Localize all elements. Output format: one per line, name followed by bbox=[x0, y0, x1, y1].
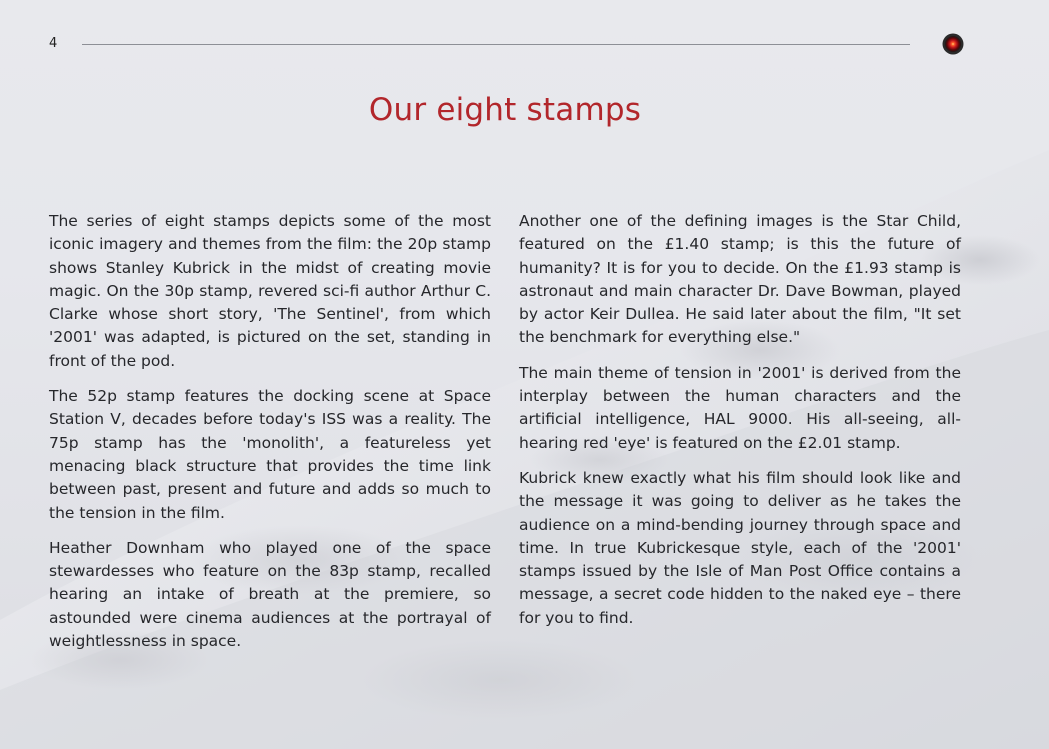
paragraph: Another one of the defining images is the Star Child, featured on the £1.40 stamp; is this the future of humanity? It is for you to decide. On the £1.93 stamp is astronaut and main character Dr. Dave Bowman, played by actor Keir Dullea. He said later about the film, "It set the benchmark for everything else." bbox=[519, 212, 961, 347]
left-column bbox=[49, 210, 491, 665]
right-column bbox=[519, 210, 961, 642]
hal-eye-icon bbox=[942, 33, 964, 55]
paragraph: The 52p stamp features the docking scene at Space Station V, decades before today's ISS was a reality. The 75p stamp has the 'monolith', a featureless yet menacing black structure that provides the time link between past, present and future and adds so much to the tension in the film. bbox=[49, 387, 491, 522]
page-title: Our eight stamps bbox=[368, 92, 642, 128]
paragraph: The main theme of tension in '2001' is derived from the interplay between the human characters and the artificial intelligence, HAL 9000. His all-seeing, all-hearing red 'eye' is featured on the £2.01 stamp. bbox=[519, 363, 961, 452]
header-rule bbox=[82, 44, 910, 45]
page-number: 4 bbox=[49, 36, 58, 51]
paragraph: Heather Downham who played one of the space stewardesses who feature on the 83p stamp, recalled hearing an intake of breath at the premiere, so astounded were cinema audiences at the portrayal of weightlessness in space. bbox=[49, 538, 491, 651]
paragraph: Kubrick knew exactly what his film should look like and the message it was going to deliver as he takes the audience on a mind-bending journey through space and time. In true Kubrickesque style, each of the '2001' stamps issued by the Isle of Man Post Office contains a message, a secret code hidden to the naked eye – there for you to find. bbox=[519, 468, 961, 627]
paragraph: The series of eight stamps depicts some of the most iconic imagery and themes from the film: the 20p stamp shows Stanley Kubrick in the midst of creating movie magic. On the 30p stamp, revered sci-fi author Arthur C. Clarke whose short story, 'The Sentinel', from which '2001' was adapted, is pictured on the set, standing in front of the pod. bbox=[49, 212, 491, 370]
